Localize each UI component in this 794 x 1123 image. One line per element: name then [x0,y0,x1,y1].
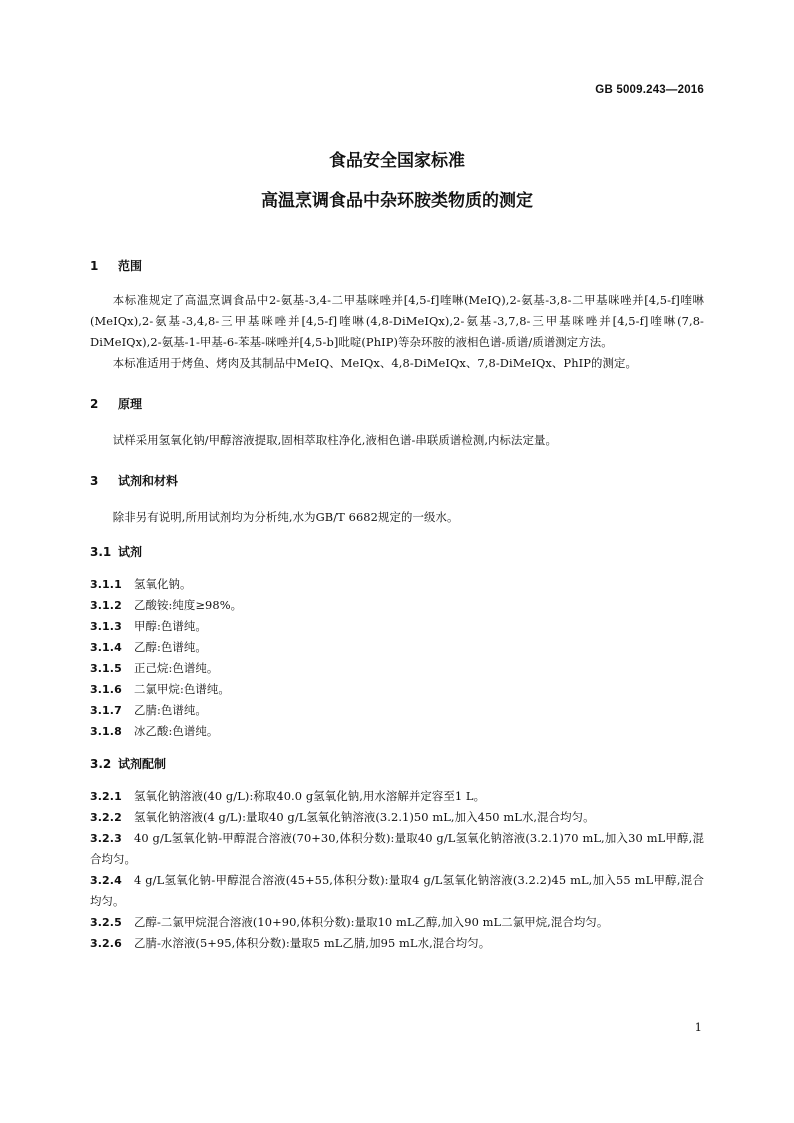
list-item [90,658,704,679]
document-body [90,256,704,954]
item-number: 3.1.5 [90,662,122,675]
title-line-2: 高温烹调食品中杂环胺类物质的测定 [261,191,533,211]
item-text: 氢氧化钠。 [134,577,192,591]
item-number: 3.1.6 [90,683,122,696]
item-number: 3.1.3 [90,620,122,633]
section-number: 3 [90,474,99,488]
title-block [0,150,794,212]
item-number: 3.1.4 [90,641,122,654]
item-text: 氢氧化钠溶液(4 g/L):量取40 g/L氢氧化钠溶液(3.2.1)50 mL,加入450 mL水,混合均匀。 [134,810,595,824]
item-number: 3.2.4 [90,874,122,887]
scope-paragraph-2: 本标准适用于烤鱼、烤肉及其制品中MeIQ、MeIQx、4,8-DiMeIQx、7,8-DiMeIQx、PhIP的测定。 [112,356,637,370]
section-title: 范围 [118,259,143,273]
item-text: 冰乙酸:色谱纯。 [134,724,219,738]
section-number: 1 [90,259,99,273]
section-number: 2 [90,397,99,411]
scope-paragraph-1: 本标准规定了高温烹调食品中2-氨基-3,4-二甲基咪唑并[4,5-f]喹啉(MeIQ),2-氨基-3,8-二甲基咪唑并[4,5-f]喹啉(MeIQx),2-氨基-3,4,8-三甲基咪唑并[4,5-f]喹啉(4,8-DiMeIQx),2-氨基-3,7,8-三甲基咪唑并[4,5-f]喹啉(7,8-DiMeIQx),2-氨基-1-甲基-6-苯基-咪唑并[4,5-b]吡啶(PhIP)等杂环胺的液相色谱-质谱/质谱测定方法。 [90,293,704,349]
subsection-heading-reagents-list [90,542,704,562]
list-item [90,828,704,870]
item-text: 甲醇:色谱纯。 [134,619,207,633]
subsection-title: 试剂 [118,545,143,559]
list-item [90,574,704,595]
item-number: 3.1.7 [90,704,122,717]
item-number: 3.1.8 [90,725,122,738]
list-item [90,807,704,828]
reagents-paragraph: 除非另有说明,所用试剂均为分析纯,水为GB/T 6682规定的一级水。 [112,510,459,524]
item-text: 乙醇-二氯甲烷混合溶液(10+90,体积分数):量取10 mL乙醇,加入90 mL二氯甲烷,混合均匀。 [134,915,609,929]
principle-paragraph: 试样采用氢氧化钠/甲醇溶液提取,固相萃取柱净化,液相色谱-串联质谱检测,内标法定量。 [112,433,558,447]
subsection-heading-reagent-preparation [90,754,704,774]
section-heading-scope [90,256,704,276]
list-item [90,595,704,616]
item-number: 3.2.6 [90,937,122,950]
standard-code: GB 5009.243—2016 [595,84,704,96]
list-item [90,933,704,954]
section-heading-principle [90,394,704,414]
item-text: 正己烷:色谱纯。 [134,661,219,675]
item-text: 乙腈-水溶液(5+95,体积分数):量取5 mL乙腈,加95 mL水,混合均匀。 [134,936,491,950]
section-title: 试剂和材料 [118,474,179,488]
subsection-number: 3.1 [90,545,112,559]
section-title: 原理 [118,397,143,411]
item-text: 乙酸铵:纯度≥98%。 [134,598,243,612]
list-item [90,786,704,807]
list-item [90,616,704,637]
item-text: 氢氧化钠溶液(40 g/L):称取40.0 g氢氧化钠,用水溶解并定容至1 L。 [134,789,486,803]
subsection-number: 3.2 [90,757,112,771]
list-item [90,679,704,700]
item-text: 4 g/L氢氧化钠-甲醇混合溶液(45+55,体积分数):量取4 g/L氢氧化钠溶液(3.2.2)45 mL,加入55 mL甲醇,混合均匀。 [90,873,704,908]
item-number: 3.1.2 [90,599,122,612]
list-item [90,721,704,742]
item-text: 乙醇:色谱纯。 [134,640,207,654]
item-text: 40 g/L氢氧化钠-甲醇混合溶液(70+30,体积分数):量取40 g/L氢氧化钠溶液(3.2.1)70 mL,加入30 mL甲醇,混合均匀。 [90,831,704,866]
title-line-1: 食品安全国家标准 [329,151,465,171]
list-item [90,637,704,658]
item-number: 3.2.3 [90,832,122,845]
item-text: 二氯甲烷:色谱纯。 [134,682,230,696]
item-number: 3.2.5 [90,916,122,929]
page-number: 1 [694,1020,702,1034]
list-item [90,912,704,933]
item-number: 3.2.2 [90,811,122,824]
section-heading-reagents [90,471,704,491]
list-item [90,870,704,912]
subsection-title: 试剂配制 [118,757,167,771]
item-number: 3.1.1 [90,578,122,591]
item-text: 乙腈:色谱纯。 [134,703,207,717]
item-number: 3.2.1 [90,790,122,803]
list-item [90,700,704,721]
